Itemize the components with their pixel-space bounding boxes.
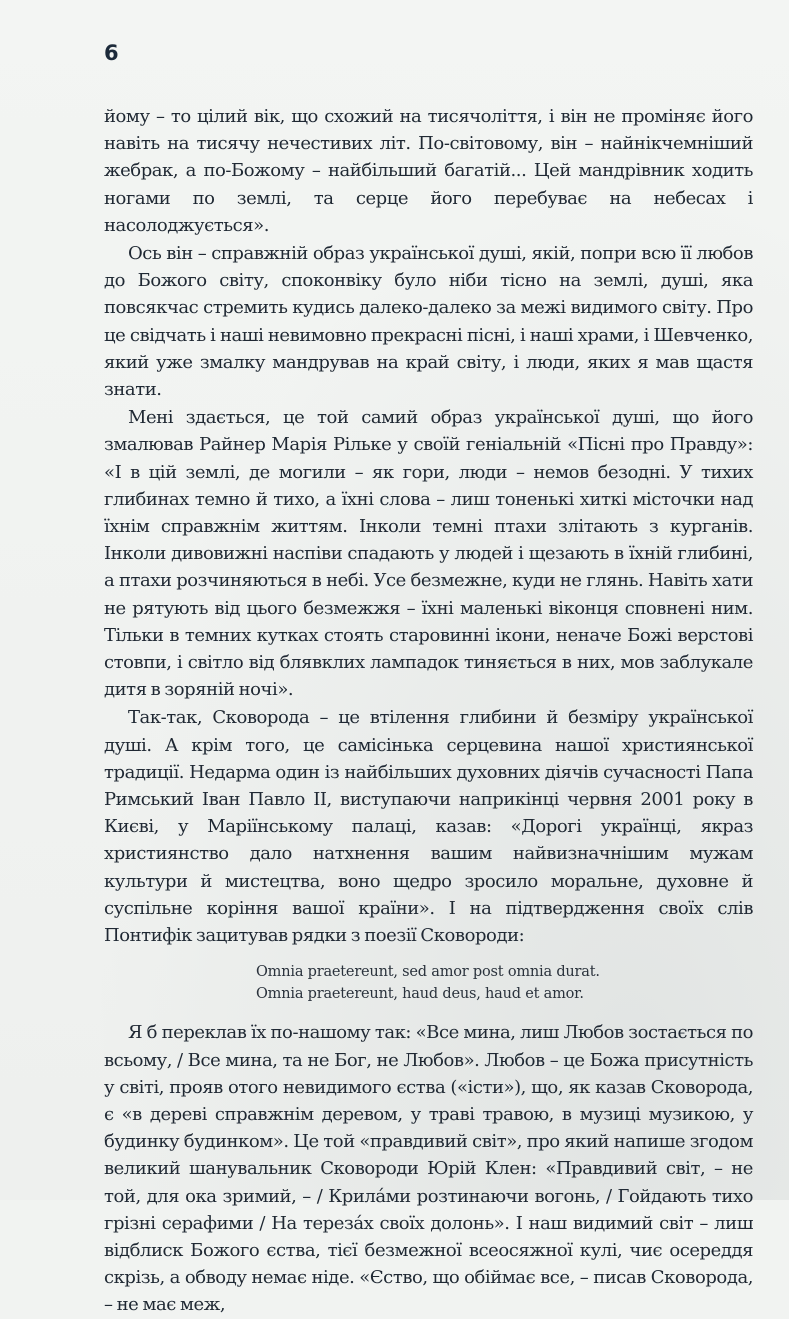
body-text — [104, 103, 753, 1319]
paragraph-skovoroda: Так-так, Сковорода – це втілення глибини й безміру української душі. А крім того, це самісінька серцевина нашої християнської традиції. Недарма один із найбільших духовних діячів сучасності Папа Римський Іван Павло II, виступаючи наприкінці червня 2001 року в Києві, у Маріїнському палаці, казав: «Дорогі українці, якраз християнство дало натхнення вашим найвизначнішим мужам культури й мистецтва, воно щедро зросило моральне, духовне й суспільне коріння вашої країни». І на підтвердження своїх слів Понтифік зацитував рядки з поезії Сковороди: — [104, 707, 753, 947]
paragraph-translation: Я б переклав їх по-нашому так: «Все мина, лиш Любов зостається по всьому, / Все мина, та не Бог, не Любов». Любов – це Божа присутність у світі, прояв отого невидимого єства («істи»), що, як казав Сковорода, є «в дереві справжнім деревом, у траві травою, в музиці музикою, у будинку будинком». Це той «правдивий світ», про який напише згодом великий шанувальник Сковороди Юрій Клен: «Правдивий світ, – не той, для ока зримий, – / Крила́ми розтинаючи вогонь, / Гойдають тихо грізні серафими / На тереза́х своїх долонь». І наш видимий світ – лиш відблиск Божого єства, тієї безмежної всеосяжної кулі, чиє осереддя скрізь, а обводу немає ніде. «Єство, що обіймає все, – писав Сковорода, – не має меж, — [104, 1022, 753, 1316]
paragraph-continuation: йому – то цілий вік, що схожий на тисячоліття, і він не проміняє його навіть на тисячу нечестивих літ. По-світовому, він – найнікчемніший жебрак, а по-Божому – найбільший багатій... Цей мандрівник ходить ногами по землі, та серце його перебуває на небесах і насолоджується». — [104, 106, 753, 236]
latin-quotation — [256, 961, 753, 1005]
page-number: 6 — [104, 41, 119, 65]
latin-quote-line-2: Omnia praetereunt, haud deus, haud et amor. — [256, 986, 584, 1003]
paragraph-rilke: Мені здається, це той самий образ української душі, що його змалював Райнер Марія Рільке у своїй геніальній «Пісні про Правду»: «І в цій землі, де могили – як гори, люди – немов безодні. У тихих глибинах темно й тихо, а їхні слова – лиш тоненькі хиткі місточки над їхнім справжнім життям. Інколи темні птахи злітають з курганів. Інколи дивовижні наспіви спадають у людей і щезають в їхній глибині, а птахи розчиняються в небі. Усе безмежне, куди не глянь. Навіть хати не рятують від цього безмежжя – їхні маленькі віконця сповнені ним. Тільки в темних кутках стоять старовинні ікони, неначе Божі верстові стовпи, і світло від блявклих лампадок тиняється в них, мов заблукале дитя в зоряній ночі». — [104, 407, 753, 701]
latin-quote-line-1: Omnia praetereunt, sed amor post omnia durat. — [256, 964, 600, 981]
paragraph-soul-image: Ось він – справжній образ української душі, якій, попри всю її любов до Божого світу, споконвіку було ніби тісно на землі, душі, яка повсякчас стремить кудись далеко-далеко за межі видимого світу. Про це свідчать і наші невимовно прекрасні пісні, і наші храми, і Шевченко, який уже змалку мандрував на край світу, і люди, яких я мав щастя знати. — [104, 243, 753, 401]
